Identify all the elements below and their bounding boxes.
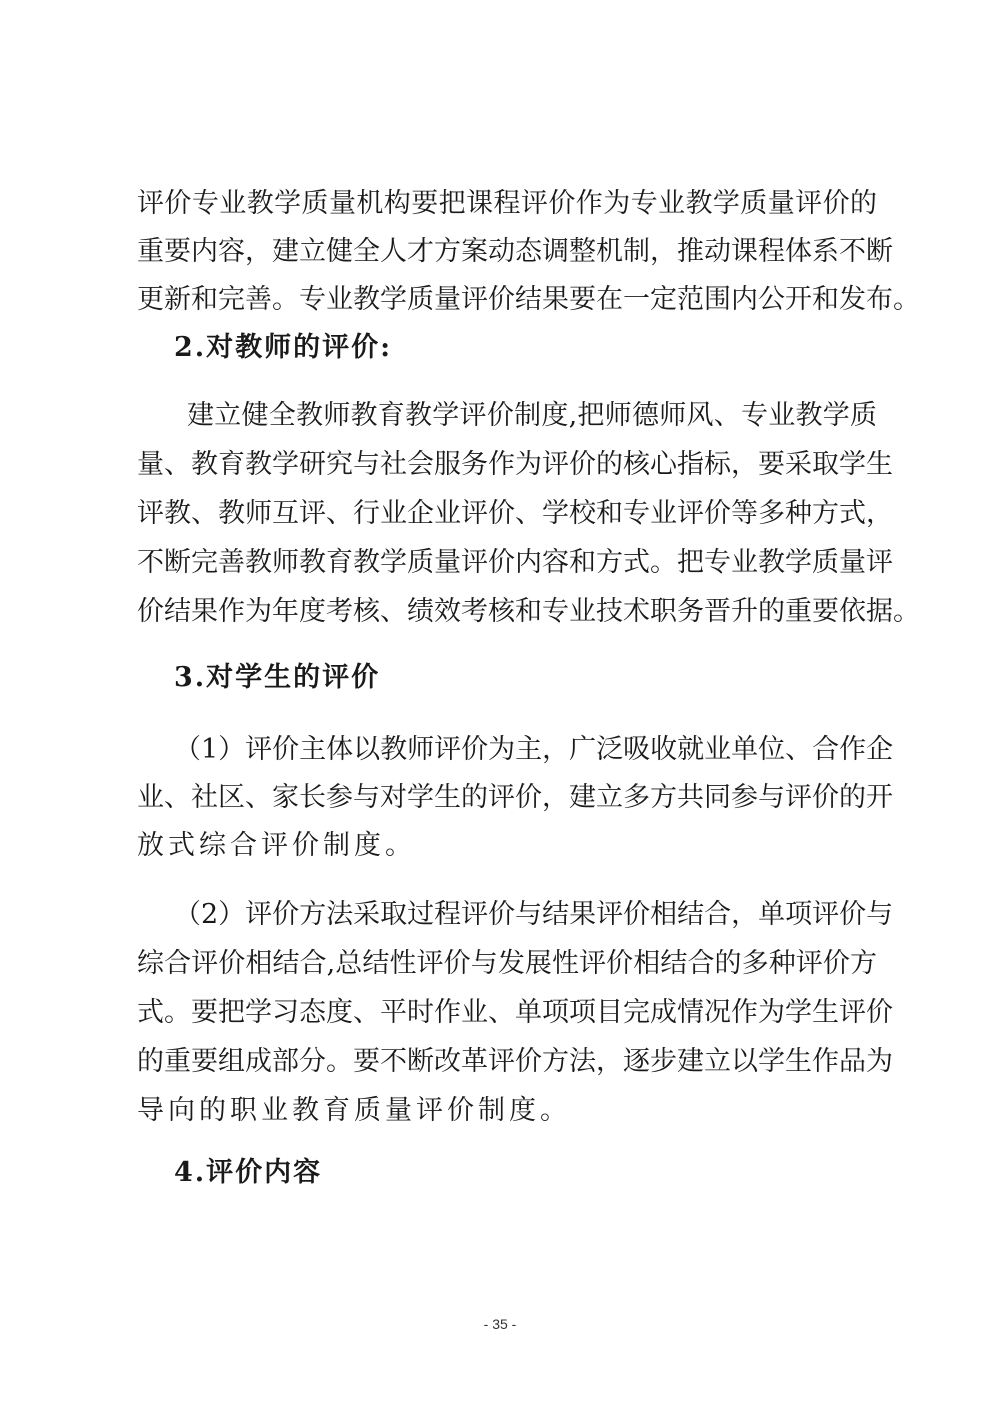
body-text-line: 更新和完善。专业教学质量评价结果要在一定范围内公开和发布。 bbox=[137, 284, 920, 315]
body-text-line: 的重要组成部分。要不断改革评价方法，逐步建立以学生作品为 bbox=[137, 1046, 893, 1077]
body-text-line: 建立健全教师教育教学评价制度,把师德师风、专业教学质 bbox=[187, 400, 877, 431]
body-text-line: 放式综合评价制度。 bbox=[137, 830, 416, 861]
body-text-line: 重要内容，建立健全人才方案动态调整机制，推动课程体系不断 bbox=[137, 236, 893, 267]
section-heading-student-evaluation: 3.对学生的评价 bbox=[174, 662, 381, 693]
body-text-line: 式。要把学习态度、平时作业、单项项目完成情况作为学生评价 bbox=[137, 997, 893, 1028]
body-text-line: 业、社区、家长参与对学生的评价，建立多方共同参与评价的开 bbox=[137, 782, 893, 813]
body-text-line: 价结果作为年度考核、绩效考核和专业技术职务晋升的重要依据。 bbox=[137, 596, 920, 627]
body-text-line: （1）评价主体以教师评价为主，广泛吸收就业单位、合作企 bbox=[174, 734, 894, 765]
section-heading-evaluation-content: 4.评价内容 bbox=[174, 1157, 323, 1188]
body-text-line: （2）评价方法采取过程评价与结果评价相结合，单项评价与 bbox=[174, 899, 894, 930]
body-text-line: 评教、教师互评、行业企业评价、学校和专业评价等多种方式， bbox=[137, 498, 893, 529]
body-text-line: 量、教育教学研究与社会服务作为评价的核心指标，要采取学生 bbox=[137, 449, 893, 480]
body-text-line: 综合评价相结合,总结性评价与发展性评价相结合的多种评价方 bbox=[137, 948, 877, 979]
body-text-line: 不断完善教师教育教学质量评价内容和方式。把专业教学质量评 bbox=[137, 547, 893, 578]
section-heading-teacher-evaluation: 2.对教师的评价: bbox=[174, 332, 393, 363]
body-text-line: 导向的职业教育质量评价制度。 bbox=[137, 1095, 571, 1126]
page-number: - 35 - bbox=[483, 1316, 517, 1332]
body-text-line: 评价专业教学质量机构要把课程评价作为专业教学质量评价的 bbox=[137, 188, 877, 219]
